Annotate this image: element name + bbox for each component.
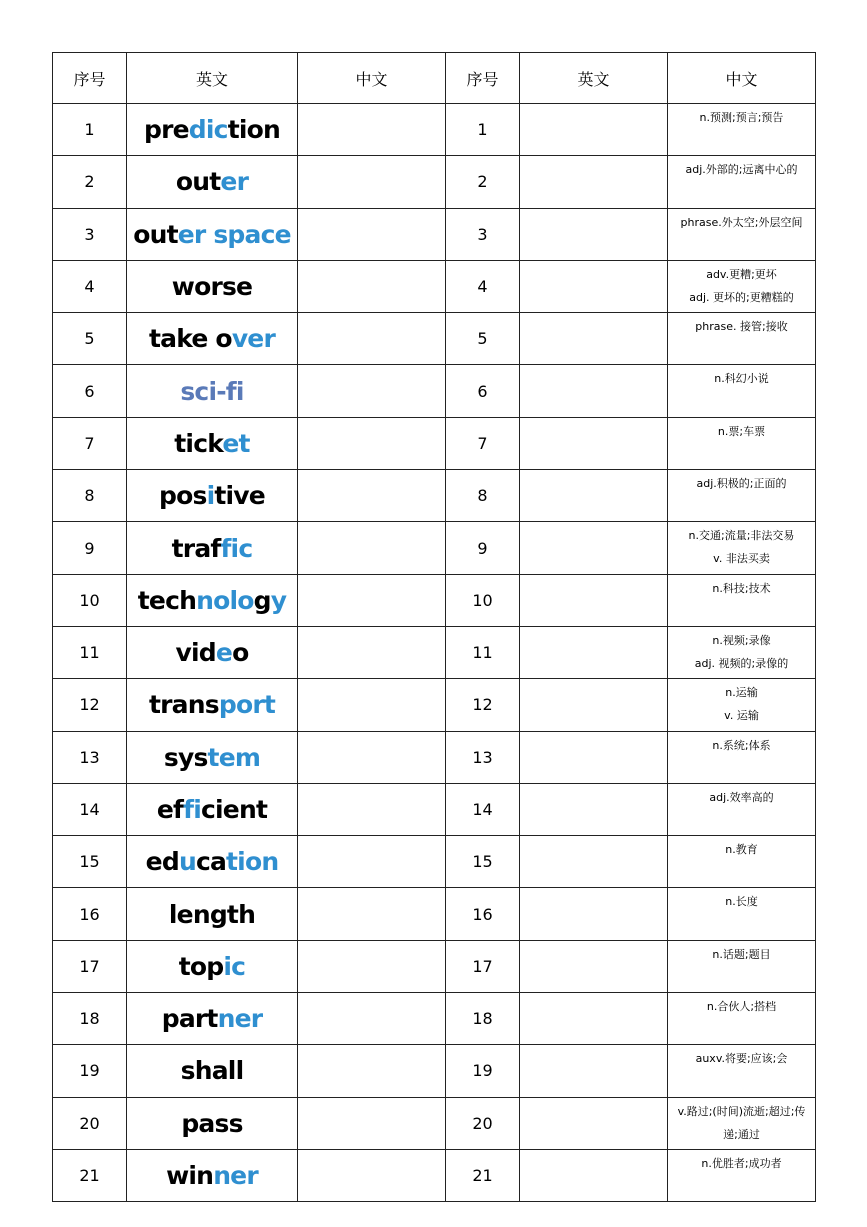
word-segment: sci-fi [180,376,244,406]
chinese-blank-left[interactable] [298,208,446,260]
english-word [127,104,298,156]
english-word [127,1097,298,1149]
english-word [127,156,298,208]
chinese-blank-left[interactable] [298,1149,446,1201]
table-row [53,1149,816,1201]
chinese-definition [668,888,816,940]
chinese-definition [668,208,816,260]
english-word [127,574,298,626]
english-blank-right[interactable] [520,1097,668,1149]
definition-line: n.运输 [725,686,758,700]
word-segment: u [178,847,196,877]
chinese-definition [668,365,816,417]
row-number-left: 13 [53,731,127,783]
definition-line: n.视频;录像 [712,633,771,647]
chinese-definition [668,156,816,208]
word-segment: traf [171,533,221,563]
chinese-definition [668,783,816,835]
word-segment: tion [226,847,279,877]
english-blank-right[interactable] [520,208,668,260]
table-row [53,417,816,469]
table-row [53,1097,816,1149]
chinese-blank-left[interactable] [298,1045,446,1097]
row-number-right: 19 [446,1045,520,1097]
definition-line: n.合伙人;搭档 [706,1000,777,1014]
english-word [127,365,298,417]
chinese-definition [668,836,816,888]
row-number-right: 2 [446,156,520,208]
word-segment: fi [183,795,201,824]
table-row [53,574,816,626]
english-blank-right[interactable] [520,783,668,835]
row-number-right: 9 [446,522,520,574]
chinese-blank-left[interactable] [298,993,446,1045]
definition-line: adv.更糟;更坏 [706,267,777,281]
english-blank-right[interactable] [520,888,668,940]
row-number-left: 8 [53,470,127,522]
row-number-left: 12 [53,679,127,731]
word-segment: top [178,951,224,981]
english-blank-right[interactable] [520,260,668,312]
row-number-left: 6 [53,365,127,417]
word-segment: tem [207,742,261,772]
definition-line: adj. 视频的;录像的 [694,656,789,670]
row-number-right: 5 [446,313,520,365]
table-row [53,679,816,731]
row-number-left: 15 [53,836,127,888]
table-row [53,313,816,365]
definition-line: adj.效率高的 [709,790,774,804]
row-number-left: 14 [53,783,127,835]
word-segment: ic [223,951,246,981]
word-segment: tick [174,428,223,458]
table-row [53,208,816,260]
word-segment: i [206,481,215,511]
chinese-definition [668,470,816,522]
word-segment: ed [145,847,179,877]
chinese-blank-left[interactable] [298,679,446,731]
word-segment: pos [159,481,207,511]
chinese-blank-left[interactable] [298,470,446,522]
row-number-right: 14 [446,783,520,835]
english-blank-right[interactable] [520,470,668,522]
word-segment: port [218,690,275,720]
word-segment: worse [171,272,253,302]
definition-line: phrase.外太空;外层空间 [680,215,803,229]
row-number-right: 13 [446,731,520,783]
english-blank-right[interactable] [520,731,668,783]
chinese-definition [668,574,816,626]
table-row [53,940,816,992]
row-number-left: 16 [53,888,127,940]
chinese-blank-left[interactable] [298,783,446,835]
word-segment: sys [163,742,208,772]
word-segment: e [215,638,233,668]
definition-line: n.科技;技术 [712,581,771,595]
word-segment: length [168,899,256,929]
english-blank-right[interactable] [520,522,668,574]
table-row [53,365,816,417]
table-row [53,888,816,940]
definition-line: n.优胜者;成功者 [701,1156,782,1170]
word-segment: vid [175,638,216,668]
definition-line: adj.外部的;远离中心的 [685,163,798,177]
row-number-right: 8 [446,470,520,522]
row-number-left: 9 [53,522,127,574]
english-word [127,783,298,835]
english-blank-right[interactable] [520,574,668,626]
english-word [127,470,298,522]
word-segment: y [270,585,287,615]
chinese-blank-left[interactable] [298,888,446,940]
chinese-blank-left[interactable] [298,940,446,992]
english-blank-right[interactable] [520,626,668,678]
definition-line: v. 运输 [724,709,759,723]
chinese-definition [668,313,816,365]
row-number-right: 15 [446,836,520,888]
table-row [53,731,816,783]
word-segment: tion [227,115,280,145]
header-english-right: 英文 [520,53,668,104]
row-number-right: 1 [446,104,520,156]
english-word [127,836,298,888]
row-number-right: 20 [446,1097,520,1149]
vocabulary-sheet [52,52,815,1202]
header-chinese-right: 中文 [668,53,816,104]
english-blank-right[interactable] [520,365,668,417]
table-row [53,156,816,208]
word-segment: take o [149,324,232,354]
english-word [127,260,298,312]
row-number-left: 18 [53,993,127,1045]
chinese-blank-left[interactable] [298,365,446,417]
english-blank-right[interactable] [520,836,668,888]
definition-line: n.系统;体系 [712,738,771,752]
chinese-definition [668,1045,816,1097]
row-number-left: 2 [53,156,127,208]
definition-line: n.话题;题目 [712,947,771,961]
table-row [53,626,816,678]
word-segment: part [161,1004,218,1034]
english-word [127,993,298,1045]
row-number-left: 1 [53,104,127,156]
english-word [127,1045,298,1097]
chinese-definition [668,104,816,156]
definition-line: n.交通;流量;非法交易 [688,529,795,543]
table-row [53,104,816,156]
word-segment: tive [214,481,265,511]
word-segment: nolo [196,585,254,615]
chinese-definition [668,417,816,469]
word-segment: tech [137,585,197,615]
word-segment: g [253,585,271,615]
table-row [53,260,816,312]
word-segment: ner [217,1004,263,1034]
chinese-definition [668,679,816,731]
word-segment: o [232,638,249,668]
row-number-left: 21 [53,1149,127,1201]
word-segment: ef [156,795,184,824]
chinese-blank-left[interactable] [298,836,446,888]
row-number-right: 10 [446,574,520,626]
table-row [53,993,816,1045]
row-number-right: 21 [446,1149,520,1201]
english-word [127,417,298,469]
definition-line: adj. 更坏的;更糟糕的 [689,290,794,304]
definition-line: v. 非法买卖 [713,552,770,566]
word-segment: trans [149,690,219,720]
row-number-left: 10 [53,574,127,626]
row-number-left: 5 [53,313,127,365]
chinese-definition [668,940,816,992]
word-segment: er space [177,219,291,249]
english-blank-right[interactable] [520,417,668,469]
english-word [127,940,298,992]
header-english-left: 英文 [127,53,298,104]
header-num-right: 序号 [446,53,520,104]
definition-line: n.长度 [725,895,758,909]
chinese-blank-left[interactable] [298,626,446,678]
english-blank-right[interactable] [520,156,668,208]
row-number-left: 11 [53,626,127,678]
word-segment: fic [220,533,253,563]
header-row [53,53,816,104]
word-segment: win [166,1161,214,1191]
table-row [53,783,816,835]
english-blank-right[interactable] [520,1149,668,1201]
chinese-definition [668,993,816,1045]
row-number-right: 11 [446,626,520,678]
row-number-right: 6 [446,365,520,417]
header-chinese-left: 中文 [298,53,446,104]
chinese-definition [668,626,816,678]
chinese-blank-left[interactable] [298,156,446,208]
word-segment: pre [144,115,189,145]
row-number-left: 7 [53,417,127,469]
chinese-blank-left[interactable] [298,104,446,156]
chinese-blank-left[interactable] [298,417,446,469]
word-segment: et [222,428,250,458]
table-row [53,522,816,574]
english-word [127,208,298,260]
chinese-blank-left[interactable] [298,522,446,574]
english-blank-right[interactable] [520,993,668,1045]
chinese-blank-left[interactable] [298,313,446,365]
word-segment: er [220,167,249,197]
english-blank-right[interactable] [520,1045,668,1097]
row-number-right: 3 [446,208,520,260]
definition-line: phrase. 接管;接收 [695,320,788,334]
chinese-definition [668,731,816,783]
english-word [127,313,298,365]
english-blank-right[interactable] [520,679,668,731]
definition-line: v.路过;(时间)流逝;超过;传递;通过 [677,1104,806,1141]
word-segment: out [175,167,221,197]
chinese-blank-left[interactable] [298,1097,446,1149]
table-row [53,1045,816,1097]
row-number-right: 16 [446,888,520,940]
english-blank-right[interactable] [520,104,668,156]
english-word [127,888,298,940]
row-number-right: 7 [446,417,520,469]
word-segment: ner [213,1161,258,1191]
table-row [53,836,816,888]
english-word [127,1149,298,1201]
word-segment: ver [231,324,275,354]
table-row [53,470,816,522]
chinese-definition [668,522,816,574]
row-number-left: 17 [53,940,127,992]
row-number-left: 3 [53,208,127,260]
word-segment: cient [201,795,268,824]
definition-line: adj.积极的;正面的 [696,477,787,491]
definition-line: auxv.将要;应该;会 [695,1052,788,1066]
row-number-right: 12 [446,679,520,731]
row-number-right: 17 [446,940,520,992]
english-blank-right[interactable] [520,940,668,992]
chinese-definition [668,1097,816,1149]
english-word [127,731,298,783]
chinese-blank-left[interactable] [298,574,446,626]
definition-line: n.科幻小说 [714,372,769,386]
row-number-left: 4 [53,260,127,312]
vocabulary-table [52,52,816,1202]
word-segment: pass [181,1108,243,1138]
chinese-definition [668,260,816,312]
chinese-definition [668,1149,816,1201]
word-segment: shall [180,1056,244,1086]
word-segment: dic [188,115,228,145]
english-blank-right[interactable] [520,313,668,365]
english-word [127,522,298,574]
definition-line: n.票;车票 [717,424,766,438]
row-number-right: 18 [446,993,520,1045]
row-number-right: 4 [446,260,520,312]
definition-line: n.预测;预言;预告 [699,111,784,124]
row-number-left: 20 [53,1097,127,1149]
chinese-blank-left[interactable] [298,731,446,783]
word-segment: out [133,219,178,249]
definition-line: n.教育 [725,843,758,857]
vocabulary-rows [53,104,816,1202]
header-num-left: 序号 [53,53,127,104]
row-number-left: 19 [53,1045,127,1097]
english-word [127,679,298,731]
chinese-blank-left[interactable] [298,260,446,312]
english-word [127,626,298,678]
word-segment: ca [195,847,227,877]
